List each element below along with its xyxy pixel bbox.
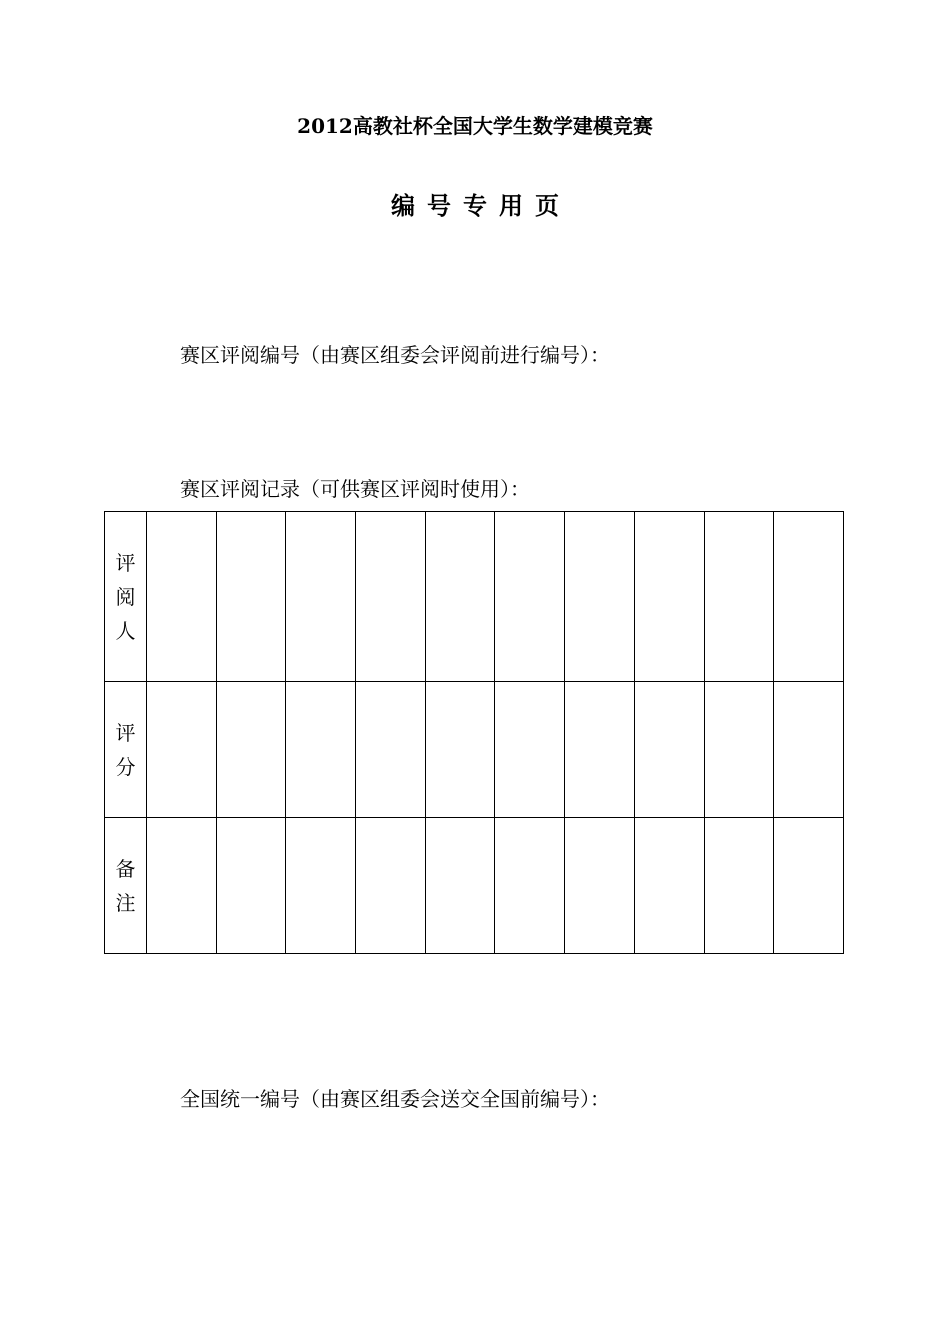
score-row-header xyxy=(105,682,147,818)
remarks-cell[interactable] xyxy=(704,818,774,954)
page-title: 编号专用页 xyxy=(391,191,571,220)
score-row xyxy=(105,682,844,818)
remarks-cell[interactable] xyxy=(634,818,704,954)
reviewer-cell[interactable] xyxy=(634,512,704,682)
review-record-table xyxy=(104,511,844,954)
regional-review-number-label: 赛区评阅编号（由赛区组委会评阅前进行编号）： xyxy=(180,343,610,367)
remarks-cell[interactable] xyxy=(216,818,286,954)
reviewer-cell[interactable] xyxy=(425,512,495,682)
reviewer-cell[interactable] xyxy=(774,512,844,682)
reviewer-cell[interactable] xyxy=(704,512,774,682)
remarks-cell[interactable] xyxy=(425,818,495,954)
score-cell[interactable] xyxy=(634,682,704,818)
remarks-cell[interactable] xyxy=(147,818,217,954)
reviewer-cell[interactable] xyxy=(565,512,635,682)
reviewer-cell[interactable] xyxy=(216,512,286,682)
reviewer-cell[interactable] xyxy=(495,512,565,682)
score-cell[interactable] xyxy=(216,682,286,818)
reviewer-label: 评阅人 xyxy=(115,550,136,643)
contest-title: 2012高教社杯全国大学生数学建模竞赛 xyxy=(297,114,653,138)
reviewer-cell[interactable] xyxy=(286,512,356,682)
score-cell[interactable] xyxy=(774,682,844,818)
reviewer-cell[interactable] xyxy=(147,512,217,682)
remarks-cell[interactable] xyxy=(286,818,356,954)
reviewer-cell[interactable] xyxy=(356,512,426,682)
score-cell[interactable] xyxy=(704,682,774,818)
score-cell[interactable] xyxy=(286,682,356,818)
score-cell[interactable] xyxy=(147,682,217,818)
remarks-cell[interactable] xyxy=(774,818,844,954)
reviewer-row-header xyxy=(105,512,147,682)
score-cell[interactable] xyxy=(356,682,426,818)
score-label: 评分 xyxy=(115,720,136,779)
regional-review-record-label: 赛区评阅记录（可供赛区评阅时使用）： xyxy=(180,477,530,501)
score-cell[interactable] xyxy=(495,682,565,818)
remarks-label: 备注 xyxy=(115,856,136,915)
remarks-row-header xyxy=(105,818,147,954)
score-cell[interactable] xyxy=(565,682,635,818)
remarks-cell[interactable] xyxy=(356,818,426,954)
score-cell[interactable] xyxy=(425,682,495,818)
national-number-label: 全国统一编号（由赛区组委会送交全国前编号）： xyxy=(180,1087,610,1111)
remarks-row xyxy=(105,818,844,954)
reviewer-row xyxy=(105,512,844,682)
remarks-cell[interactable] xyxy=(495,818,565,954)
remarks-cell[interactable] xyxy=(565,818,635,954)
